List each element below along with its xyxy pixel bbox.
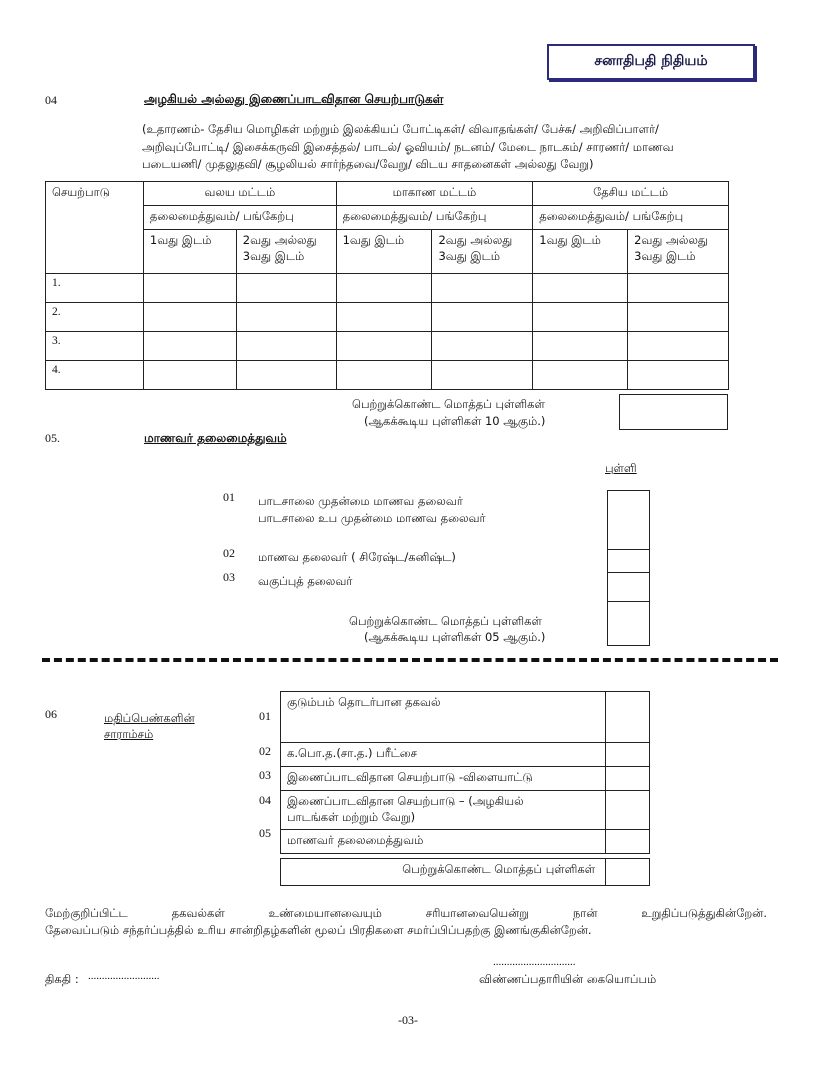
table-cell[interactable] (533, 361, 628, 390)
table-row (46, 303, 729, 332)
s06-item-05-no: 05 (259, 826, 271, 840)
table-row (46, 332, 729, 361)
province-level-header: மாகாண மட்டம் (336, 182, 533, 206)
table-cell[interactable] (236, 332, 336, 361)
s06-score-cell[interactable] (606, 743, 650, 767)
s06-item-05-text: மாணவர் தலைமைத்துவம் (281, 830, 606, 854)
table-cell[interactable] (143, 303, 236, 332)
s06-item-02-text: க.பொ.த.(சா.த.) பரீட்சை (281, 743, 606, 767)
table-cell[interactable] (432, 274, 533, 303)
section-05-number: 05. (45, 431, 60, 445)
province-first-place-header: 1வது இடம் (336, 230, 432, 274)
table-cell[interactable] (533, 303, 628, 332)
s06-item-01-text: குடும்பம் தொடர்பான தகவல் (281, 692, 606, 743)
s06-score-cell[interactable] (606, 767, 650, 791)
row-number: 1. (46, 274, 144, 303)
s05-item-01-no: 01 (223, 490, 235, 504)
s05-item-01-line1: பாடசாலை முதன்மை மாணவ தலைவர் (258, 494, 463, 508)
table-cell[interactable] (236, 274, 336, 303)
table-cell[interactable] (432, 303, 533, 332)
s04-max-points: (ஆகக்கூடிய புள்ளிகள் 10 ஆகும்.) (364, 414, 546, 428)
s05-item-03-line1: வகுப்புத் தலைவர் (258, 574, 353, 588)
table-cell[interactable] (432, 332, 533, 361)
s04-total-box[interactable] (619, 394, 728, 430)
s05-points-box-01[interactable] (607, 490, 650, 550)
section-04-desc-line3: படையணி/ முதலுதவி/ சூழலியல் சார்ந்தவை/வேறு/ விடய சாதனைகள் அல்லது வேறு) (142, 157, 594, 171)
table-cell[interactable] (336, 274, 432, 303)
zone-level-header: வலய மட்டம் (143, 182, 336, 206)
date-label: திகதி : (45, 972, 79, 986)
row-number: 3. (46, 332, 144, 361)
s05-points-box-02[interactable] (607, 548, 650, 573)
row-number: 4. (46, 361, 144, 390)
declaration-line2: தேவைப்படும் சந்தர்ப்பத்தில் உரிய சான்றிதழ்களின் மூலப் பிரதிகளை சமர்ப்பிப்பதற்கு இணங்குகின்றேன். (45, 923, 592, 937)
table-cell[interactable] (628, 274, 729, 303)
signature-label: விண்ணப்பதாரியின் கையொப்பம் (479, 972, 657, 986)
col-activity-header: செயற்பாடு (46, 182, 144, 274)
fund-title-badge: சனாதிபதி நிதியம் (547, 44, 755, 80)
table-cell[interactable] (143, 274, 236, 303)
table-cell[interactable] (236, 361, 336, 390)
national-level-header: தேசிய மட்டம் (533, 182, 729, 206)
table-cell[interactable] (628, 303, 729, 332)
points-column-label: புள்ளி (605, 461, 637, 475)
section-05-title: மாணவர் தலைமைத்துவம் (144, 431, 287, 445)
s06-score-cell[interactable] (606, 791, 650, 830)
section-04-title: அழகியல் அல்லது இணைப்பாடவிதான செயற்பாடுகள் (144, 92, 444, 106)
s05-item-02-no: 02 (223, 546, 235, 560)
table-cell[interactable] (236, 303, 336, 332)
row-number: 2. (46, 303, 144, 332)
table-cell[interactable] (432, 361, 533, 390)
table-cell[interactable] (143, 332, 236, 361)
s05-total-box[interactable] (607, 601, 650, 646)
section-04-desc-line1: (உதாரணம்- தேசிய மொழிகள் மற்றும் இலக்கியப் போட்டிகள்/ விவாதங்கள்/ பேச்சு/ அறிவிப்பாளர்/ (142, 122, 659, 136)
section-06-number: 06 (45, 707, 57, 721)
date-field[interactable]: .......................... (88, 970, 160, 982)
table-cell[interactable] (336, 332, 432, 361)
signature-field[interactable]: .............................. (493, 956, 576, 968)
summary-total-table (280, 858, 650, 886)
table-cell[interactable] (336, 361, 432, 390)
zone-second-third-header: 2வது அல்லது 3வது இடம் (236, 230, 336, 274)
s06-item-03-text: இணைப்பாடவிதான செயற்பாடு -விளையாட்டு (281, 767, 606, 791)
section-04-number: 04 (45, 93, 57, 107)
s06-total-cell[interactable] (606, 859, 650, 886)
s05-points-box-03[interactable] (607, 572, 650, 602)
table-cell[interactable] (533, 274, 628, 303)
s06-item-03-no: 03 (259, 768, 271, 782)
activities-table (45, 181, 729, 390)
national-first-place-header: 1வது இடம் (533, 230, 628, 274)
s04-total-label: பெற்றுக்கொண்ட மொத்தப் புள்ளிகள் (352, 397, 545, 411)
section-06-title-line1: மதிப்பெண்களின் (104, 711, 195, 725)
s05-max-points: (ஆகக்கூடிய புள்ளிகள் 05 ஆகும்.) (364, 630, 546, 644)
table-row (46, 361, 729, 390)
s05-item-03-no: 03 (223, 570, 235, 584)
province-second-third-header: 2வது அல்லது 3வது இடம் (432, 230, 533, 274)
page-number: -03- (398, 1013, 418, 1027)
summary-table (280, 691, 650, 854)
table-cell[interactable] (336, 303, 432, 332)
table-row (46, 274, 729, 303)
table-cell[interactable] (143, 361, 236, 390)
table-cell[interactable] (628, 361, 729, 390)
table-cell[interactable] (533, 332, 628, 361)
section-04-desc-line2: அறிவுப்போட்டி/ இசைக்கருவி இசைத்தல்/ பாடல்/ ஓவியம்/ நடனம்/ மேடை நாடகம்/ சாரணர்/ மாணவ (142, 140, 674, 154)
section-06-title-line2: சாராம்சம் (104, 727, 154, 741)
table-cell[interactable] (628, 332, 729, 361)
s06-score-cell[interactable] (606, 692, 650, 743)
s06-total-label: பெற்றுக்கொண்ட மொத்தப் புள்ளிகள் (281, 859, 606, 886)
province-leadership-header: தலைமைத்துவம்/ பங்கேற்பு (336, 206, 533, 230)
s05-total-label: பெற்றுக்கொண்ட மொத்தப் புள்ளிகள் (349, 614, 542, 628)
s05-item-02-line1: மாணவ தலைவர் ( சிரேஷ்ட/கனிஷ்ட) (258, 550, 456, 564)
zone-first-place-header: 1வது இடம் (143, 230, 236, 274)
s06-item-01-no: 01 (259, 709, 271, 723)
s05-item-01-line2: பாடசாலை உப முதன்மை மாணவ தலைவர் (258, 511, 486, 525)
section-divider (42, 658, 778, 662)
s06-item-04-no: 04 (259, 793, 271, 807)
zone-leadership-header: தலைமைத்துவம்/ பங்கேற்பு (143, 206, 336, 230)
s06-item-02-no: 02 (259, 744, 271, 758)
s06-item-04-text: இணைப்பாடவிதான செயற்பாடு – (அழகியல் பாடங்கள் மற்றும் வேறு) (281, 791, 606, 830)
national-second-third-header: 2வது அல்லது 3வது இடம் (628, 230, 729, 274)
national-leadership-header: தலைமைத்துவம்/ பங்கேற்பு (533, 206, 729, 230)
declaration-line1: மேற்குறிப்பிட்ட தகவல்கள் உண்மையானவையும் சரியானவையென்று நான் உறுதிப்படுத்துகின்றேன். (45, 906, 767, 920)
s06-score-cell[interactable] (606, 830, 650, 854)
